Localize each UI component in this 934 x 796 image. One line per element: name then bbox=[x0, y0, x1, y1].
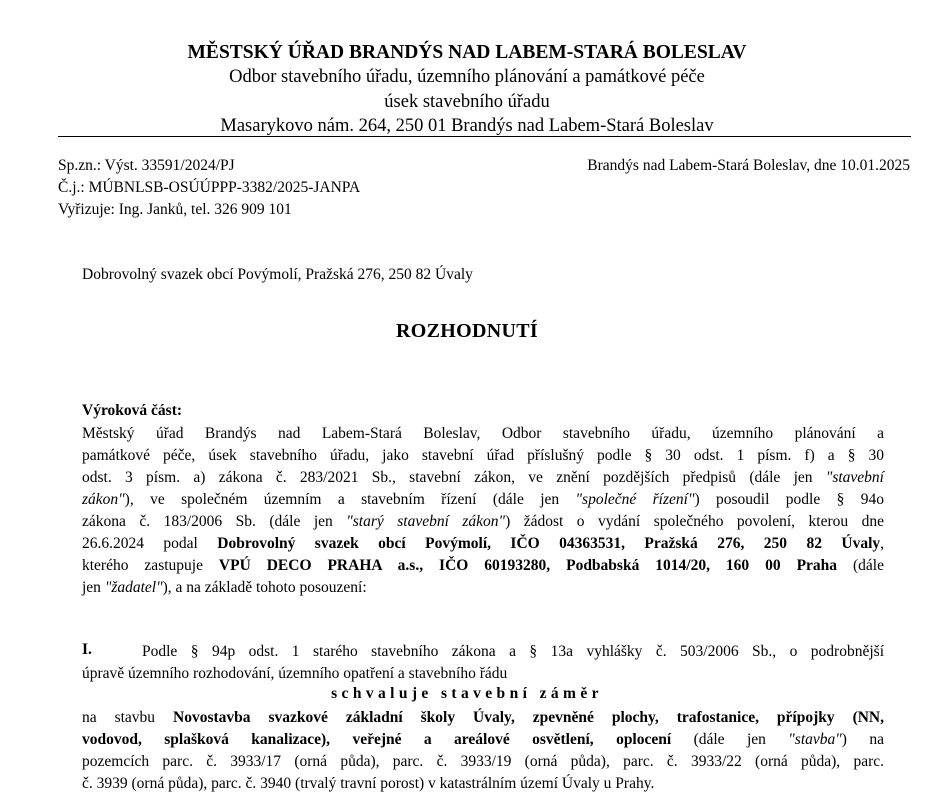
office-address: Masarykovo nám. 264, 250 01 Brandýs nad Labem-Stará Boleslav bbox=[220, 116, 714, 136]
verdict-line: památkové péče, úsek stavebního úřadu, jako stavební úřad příslušný podle § 30 odst. 1 písm. f) a § 30 bbox=[82, 447, 884, 464]
verdict-line: zákona č. 183/2006 Sb. (dále jen "starý stavební zákon") žádost o vydání společného povolení, kterou dne bbox=[82, 513, 884, 530]
recipient: Dobrovolný svazek obcí Povýmolí, Pražská 276, 250 82 Úvaly bbox=[82, 266, 473, 283]
section-number: I. bbox=[82, 641, 92, 658]
verdict-line: kterého zastupuje VPÚ DECO PRAHA a.s., IČO 60193280, Podbabská 1014/20, 160 00 Praha (dále bbox=[82, 557, 884, 574]
verdict-line: 26.6.2024 podal Dobrovolný svazek obcí Povýmolí, IČO 04363531, Pražská 276, 250 82 Úvaly, bbox=[82, 535, 885, 552]
reference-number: Č.j.: MÚBNLSB-OSÚÚPPP-3382/2025-JANPA bbox=[58, 179, 361, 196]
section-line: Podle § 94p odst. 1 starého stavebního zákona a § 13a vyhlášky č. 503/2006 Sb., o podrobnější bbox=[142, 643, 884, 660]
page-title: ROZHODNUTÍ bbox=[396, 320, 538, 342]
section-line: vodovod, splašková kanalizace), veřejné a areálové osvětlení, oplocení (dále jen "stavba") na bbox=[82, 731, 884, 748]
verdict-line: Městský úřad Brandýs nad Labem-Stará Boleslav, Odbor stavebního úřadu, územního plánování a bbox=[82, 425, 884, 442]
verdict-line: odst. 3 písm. a) zákona č. 283/2021 Sb., stavební zákon, ve znění pozdějších předpisů (dále jen "stavební bbox=[82, 469, 884, 486]
department-name: Odbor stavebního úřadu, územního plánování a památkové péče bbox=[229, 67, 705, 87]
section-line: úpravě územního rozhodování, územního opatření a stavebního řádu bbox=[82, 665, 508, 682]
file-number: Sp.zn.: Výst. 33591/2024/PJ bbox=[58, 157, 235, 174]
section-name: úsek stavebního úřadu bbox=[384, 92, 550, 112]
verdict-heading: Výroková část: bbox=[82, 402, 183, 419]
handled-by: Vyřizuje: Ing. Janků, tel. 326 909 101 bbox=[58, 201, 292, 218]
verdict-line: zákon"), ve společném územním a stavebním řízení (dále jen "společné řízení") posoudil podle § 94o bbox=[82, 491, 884, 508]
office-name: MĚSTSKÝ ÚŘAD BRANDÝS NAD LABEM-STARÁ BOLESLAV bbox=[187, 42, 747, 63]
place-and-date: Brandýs nad Labem-Stará Boleslav, dne 10.01.2025 bbox=[587, 157, 910, 174]
header-divider bbox=[58, 136, 911, 137]
verdict-line: jen "žadatel"), a na základě tohoto posouzení: bbox=[82, 579, 367, 596]
section-line: pozemcích parc. č. 3933/17 (orná půda), parc. č. 3933/19 (orná půda), parc. č. 3933/22 (orná půda), parc. bbox=[82, 753, 884, 770]
section-line: č. 3939 (orná půda), parc. č. 3940 (trvalý travní porost) v katastrálním území Úvaly u Prahy. bbox=[82, 775, 655, 792]
approval-statement: schvaluje stavební záměr bbox=[331, 685, 603, 702]
section-line: na stavbu Novostavba svazkové základní školy Úvaly, zpevněné plochy, trafostanice, přípojky (NN, bbox=[82, 709, 884, 726]
